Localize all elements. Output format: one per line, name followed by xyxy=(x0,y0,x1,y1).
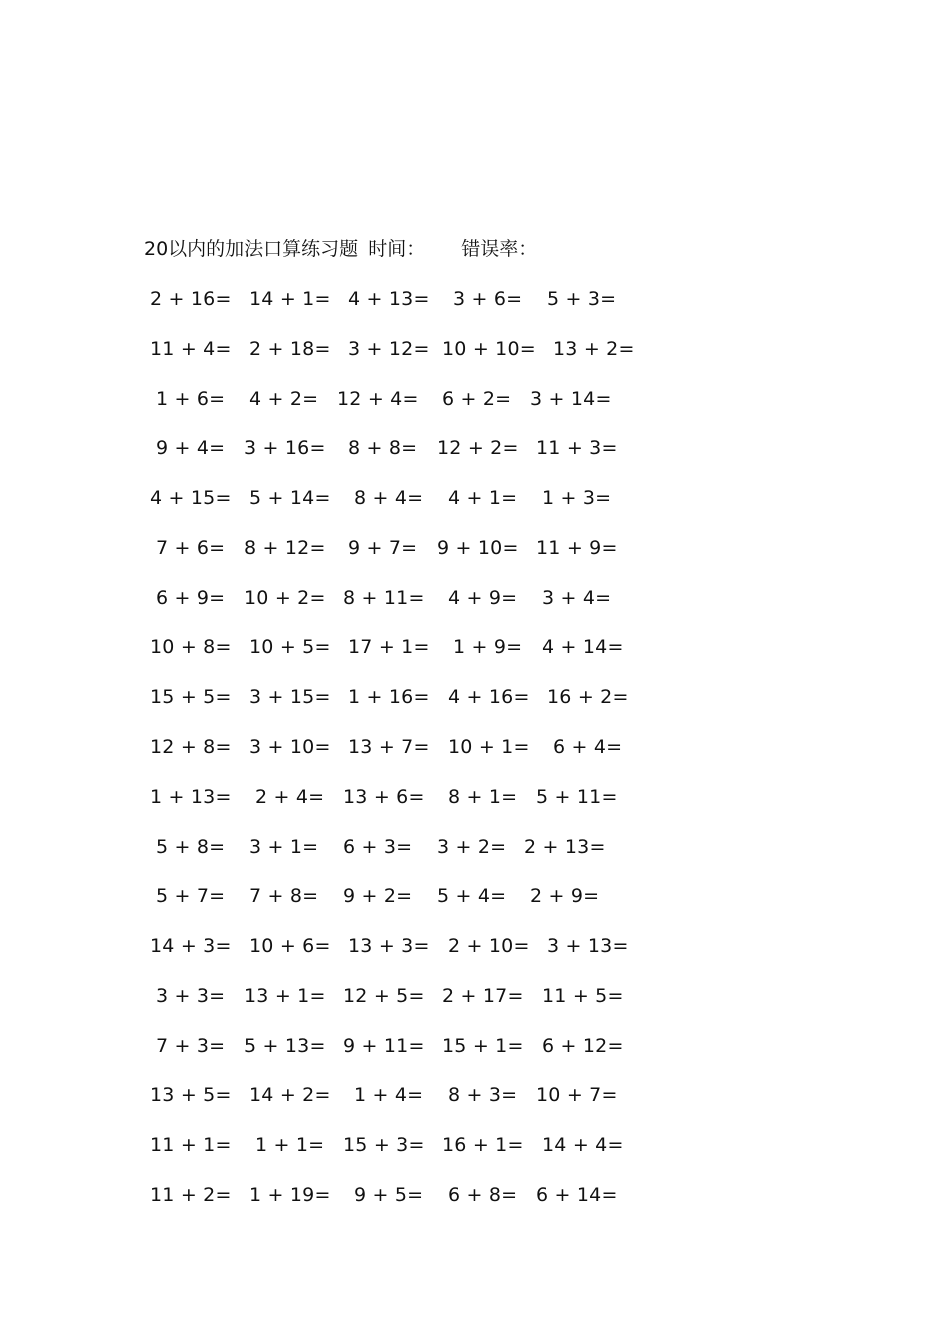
problem-item: 8 + 8= xyxy=(348,437,418,460)
time-label: 时间： xyxy=(368,238,426,260)
problem-item: 4 + 16= xyxy=(448,686,530,709)
problem-item: 12 + 4= xyxy=(337,387,419,410)
worksheet-title: 20以内的加法口算练习题 xyxy=(144,238,359,260)
problem-item: 6 + 2= xyxy=(442,387,512,410)
problem-item: 16 + 1= xyxy=(442,1134,524,1157)
problem-item: 2 + 18= xyxy=(249,337,331,360)
problem-item: 3 + 16= xyxy=(244,437,326,460)
problem-item: 5 + 13= xyxy=(244,1034,326,1057)
problem-item: 10 + 1= xyxy=(448,736,530,759)
problem-item: 5 + 14= xyxy=(249,487,331,510)
problem-item: 5 + 8= xyxy=(156,835,226,858)
problem-item: 3 + 3= xyxy=(156,984,226,1007)
problem-item: 9 + 2= xyxy=(343,885,413,908)
problem-item: 1 + 13= xyxy=(150,785,232,808)
problem-item: 13 + 3= xyxy=(348,935,430,958)
problem-item: 11 + 5= xyxy=(542,984,624,1007)
problem-item: 1 + 9= xyxy=(453,636,523,659)
problem-item: 14 + 1= xyxy=(249,288,331,310)
worksheet-header xyxy=(144,236,537,262)
problem-item: 3 + 1= xyxy=(249,835,319,858)
problem-item: 3 + 4= xyxy=(542,586,612,609)
problem-item: 11 + 2= xyxy=(150,1184,232,1207)
problem-item: 11 + 9= xyxy=(536,536,618,559)
problem-item: 16 + 2= xyxy=(547,686,629,709)
problem-item: 8 + 3= xyxy=(448,1084,518,1107)
problem-item: 2 + 17= xyxy=(442,984,524,1007)
problem-item: 3 + 14= xyxy=(530,387,612,410)
problem-item: 13 + 2= xyxy=(553,337,635,360)
problem-item: 12 + 2= xyxy=(437,437,519,460)
problem-item: 5 + 11= xyxy=(536,785,618,808)
problem-item: 12 + 5= xyxy=(343,984,425,1007)
problem-item: 3 + 6= xyxy=(453,288,523,310)
problem-item: 6 + 3= xyxy=(343,835,413,858)
problem-item: 5 + 3= xyxy=(547,288,617,310)
problem-item: 3 + 15= xyxy=(249,686,331,709)
problem-item: 13 + 6= xyxy=(343,785,425,808)
problem-item: 15 + 1= xyxy=(442,1034,524,1057)
problem-item: 3 + 13= xyxy=(547,935,629,958)
problem-item: 2 + 16= xyxy=(150,288,232,310)
problem-item: 2 + 10= xyxy=(448,935,530,958)
problem-item: 8 + 11= xyxy=(343,586,425,609)
error-rate-label: 错误率： xyxy=(461,238,538,260)
problem-item: 4 + 9= xyxy=(448,586,518,609)
problem-item: 9 + 11= xyxy=(343,1034,425,1057)
problem-item: 14 + 3= xyxy=(150,935,232,958)
problem-item: 4 + 13= xyxy=(348,288,430,310)
problem-item: 9 + 10= xyxy=(437,536,519,559)
problem-item: 4 + 2= xyxy=(249,387,319,410)
problem-item: 8 + 12= xyxy=(244,536,326,559)
problem-item: 6 + 12= xyxy=(542,1034,624,1057)
problem-item: 1 + 3= xyxy=(542,487,612,510)
problem-item: 10 + 10= xyxy=(442,337,536,360)
problem-item: 6 + 8= xyxy=(448,1184,518,1207)
problem-item: 9 + 4= xyxy=(156,437,226,460)
problem-item: 1 + 4= xyxy=(354,1084,424,1107)
problem-item: 17 + 1= xyxy=(348,636,430,659)
problem-item: 13 + 5= xyxy=(150,1084,232,1107)
problem-item: 9 + 5= xyxy=(354,1184,424,1207)
problem-item: 2 + 9= xyxy=(530,885,600,908)
problem-item: 3 + 10= xyxy=(249,736,331,759)
problem-item: 2 + 4= xyxy=(255,785,325,808)
problem-item: 13 + 7= xyxy=(348,736,430,759)
problem-item: 15 + 5= xyxy=(150,686,232,709)
problem-item: 7 + 3= xyxy=(156,1034,226,1057)
problem-item: 1 + 1= xyxy=(255,1134,325,1157)
problem-item: 15 + 3= xyxy=(343,1134,425,1157)
problem-item: 11 + 3= xyxy=(536,437,618,460)
problem-item: 10 + 5= xyxy=(249,636,331,659)
problem-item: 4 + 15= xyxy=(150,487,232,510)
problem-item: 7 + 8= xyxy=(249,885,319,908)
problem-item: 6 + 9= xyxy=(156,586,226,609)
problem-item: 11 + 1= xyxy=(150,1134,232,1157)
problem-item: 13 + 1= xyxy=(244,984,326,1007)
problem-item: 14 + 4= xyxy=(542,1134,624,1157)
problem-item: 6 + 14= xyxy=(536,1184,618,1207)
problem-item: 1 + 6= xyxy=(156,387,226,410)
problem-item: 4 + 1= xyxy=(448,487,518,510)
problem-item: 11 + 4= xyxy=(150,337,232,360)
problem-item: 3 + 12= xyxy=(348,337,430,360)
problem-item: 10 + 2= xyxy=(244,586,326,609)
problem-item: 10 + 8= xyxy=(150,636,232,659)
problem-item: 9 + 7= xyxy=(348,536,418,559)
problem-item: 3 + 2= xyxy=(437,835,507,858)
problem-item: 10 + 6= xyxy=(249,935,331,958)
problem-item: 12 + 8= xyxy=(150,736,232,759)
problem-item: 7 + 6= xyxy=(156,536,226,559)
problem-item: 6 + 4= xyxy=(553,736,623,759)
problem-item: 1 + 19= xyxy=(249,1184,331,1207)
problem-item: 14 + 2= xyxy=(249,1084,331,1107)
problem-item: 8 + 1= xyxy=(448,785,518,808)
problem-item: 10 + 7= xyxy=(536,1084,618,1107)
problem-item: 1 + 16= xyxy=(348,686,430,709)
problem-item: 8 + 4= xyxy=(354,487,424,510)
problem-item: 2 + 13= xyxy=(524,835,606,858)
problem-item: 5 + 4= xyxy=(437,885,507,908)
problem-item: 4 + 14= xyxy=(542,636,624,659)
problem-item: 5 + 7= xyxy=(156,885,226,908)
